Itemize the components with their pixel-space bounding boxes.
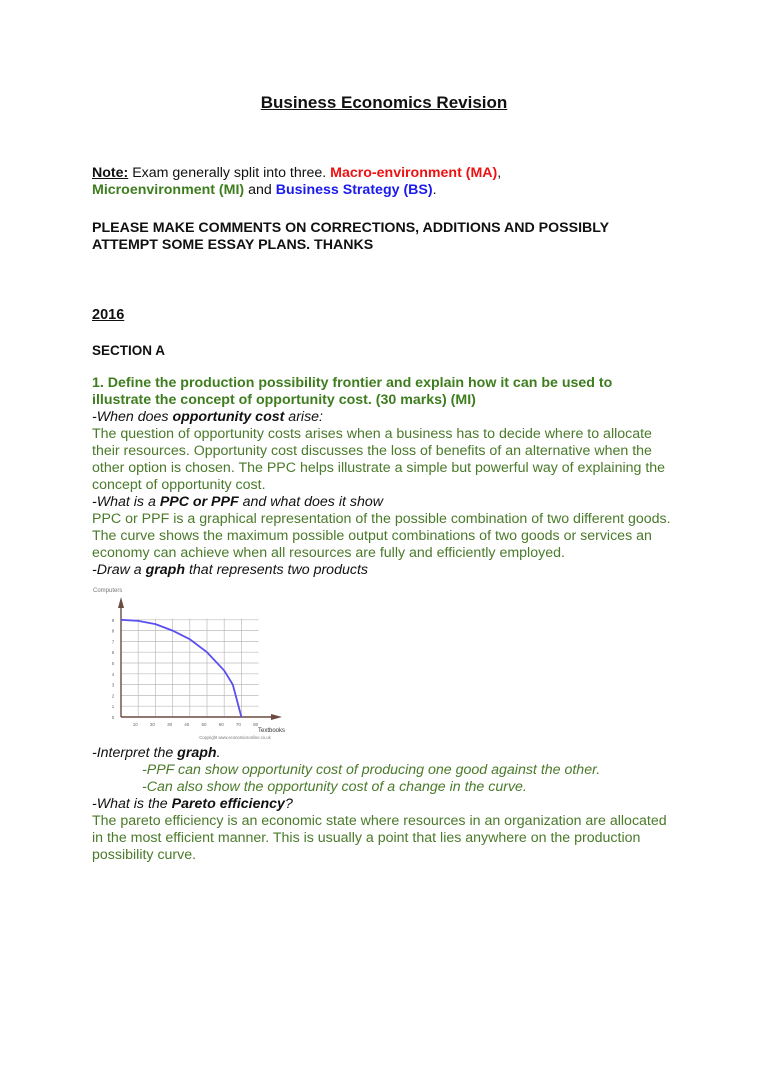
request-text: PLEASE MAKE COMMENTS ON CORRECTIONS, ADDITIONS AND POSSIBLY ATTEMPT SOME ESSAY PLANS. THANKS <box>92 220 609 253</box>
subheading-interpret <box>92 745 692 762</box>
subheading-bold: graph <box>145 562 186 578</box>
x-axis-label: Textbooks <box>257 728 285 734</box>
subheading-text: and what does it show <box>238 494 383 510</box>
strategy-label: Business Strategy (BS) <box>275 182 433 198</box>
subheading-text: -Interpret the <box>92 745 178 761</box>
subheading-text: arise: <box>284 409 323 425</box>
year-heading: 2016 <box>92 307 125 323</box>
chart-axes <box>118 597 282 720</box>
subheading-bold: PPC or PPF <box>159 494 239 510</box>
note-paragraph <box>92 165 692 199</box>
subheading-graph <box>92 562 692 579</box>
micro-label: Microenvironment (MI) <box>92 182 245 198</box>
x-tick-label: 30 <box>167 722 173 727</box>
subheading-text: -Draw a <box>92 562 146 578</box>
note-comma: , <box>497 165 502 181</box>
subheading-text: -What is the <box>92 796 172 812</box>
x-tick-label: 60 <box>218 722 224 727</box>
answer-paragraph-3: The pareto efficiency is an economic state where resources in an organization are allocated in the most efficient manner. This is usually a point that lies anywhere on the production possibility curve. <box>92 813 667 863</box>
subheading-text: -What is a <box>92 494 160 510</box>
y-tick-label: 9 <box>111 617 115 623</box>
subheading-text: that represents two products <box>185 562 368 578</box>
y-tick-label: 4 <box>111 671 115 677</box>
interpretation-item-1: -PPF can show opportunity cost of producing one good against the other. <box>142 762 601 778</box>
y-tick-label: 3 <box>111 682 115 688</box>
subheading-opportunity-cost <box>92 409 692 426</box>
y-axis-arrow <box>118 597 124 608</box>
y-axis-label: Computers <box>93 588 123 594</box>
ppf-chart <box>85 580 295 745</box>
subheading-bold: opportunity cost <box>172 409 285 425</box>
document-title: Business Economics Revision <box>260 93 508 112</box>
interpretation-block <box>92 745 692 864</box>
subheading-bold: Pareto efficiency <box>171 796 285 812</box>
note-label: Note: <box>92 165 129 181</box>
chart-credit: Copyright www.economicsonline.co.uk <box>199 735 271 740</box>
y-tick-label: 5 <box>111 661 115 666</box>
subheading-pareto <box>92 796 692 813</box>
y-tick-label: 7 <box>111 639 115 645</box>
y-tick-label: 0 <box>111 715 115 720</box>
note-text: Exam generally split into three. <box>128 165 331 181</box>
chart-series <box>121 620 241 717</box>
subheading-bold: graph <box>177 745 217 761</box>
chart-ticks <box>112 618 259 727</box>
x-tick-label: 20 <box>149 722 155 727</box>
note-end: . <box>432 182 437 198</box>
x-tick-label: 70 <box>235 722 241 727</box>
x-tick-label: 50 <box>201 722 207 727</box>
x-tick-label: 80 <box>253 722 259 727</box>
question-block <box>92 375 692 579</box>
subheading-ppc <box>92 494 692 511</box>
subheading-text: ? <box>284 796 293 812</box>
y-tick-label: 8 <box>111 628 115 634</box>
subheading-text: . <box>216 745 221 761</box>
y-tick-label: 2 <box>111 693 115 699</box>
answer-paragraph-2: PPC or PPF is a graphical representation of the possible combination of two different goods. The curve shows the maximum possible output combinations of two goods or services an economy can achieve when all resources are fully and efficiently employed. <box>92 511 671 561</box>
note-and: and <box>244 182 276 198</box>
ppf-curve <box>121 620 241 717</box>
macro-label: Macro-environment (MA) <box>330 165 498 181</box>
subheading-text: -When does <box>92 409 173 425</box>
x-tick-label: 40 <box>184 722 190 727</box>
interpretation-item-2: -Can also show the opportunity cost of a change in the curve. <box>142 779 527 795</box>
answer-paragraph-1: The question of opportunity costs arises when a business has to decide where to allocate their resources. Opportunity cost discusses the loss of benefits of an alternative when the other option is chosen. The PPC helps illustrate a simple but powerful way of explaining the concept of opportunity cost. <box>92 426 666 493</box>
y-tick-label: 1 <box>111 704 115 710</box>
x-tick-label: 10 <box>132 722 138 727</box>
y-tick-label: 6 <box>111 650 115 656</box>
x-axis-arrow <box>271 714 282 720</box>
question-text: 1. Define the production possibility frontier and explain how it can be used to illustrate the concept of opportunity cost. (30 marks) (MI) <box>92 375 613 408</box>
section-heading: SECTION A <box>92 343 166 358</box>
